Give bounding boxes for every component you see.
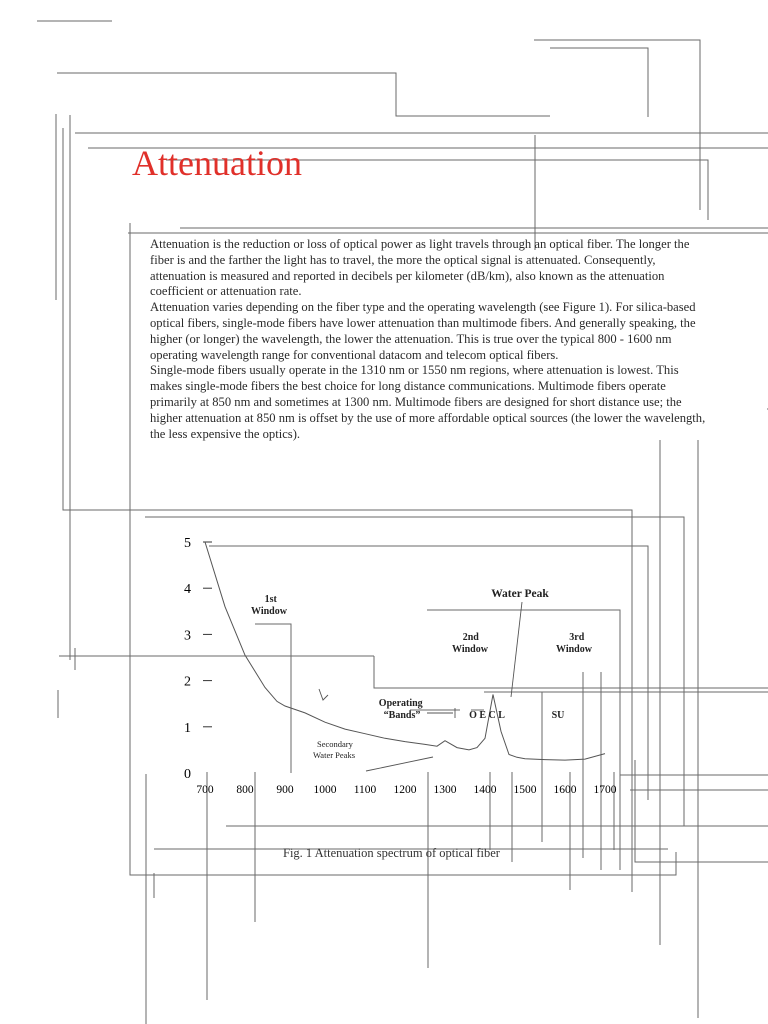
window-1-label-line: Window — [251, 606, 287, 617]
page-title: Attenuation — [132, 143, 302, 183]
operating-bands-label-line: “Bands” — [383, 710, 421, 721]
window-1-label — [251, 594, 288, 617]
x-tick-label: 700 — [196, 784, 214, 796]
x-tick-label: 900 — [276, 784, 294, 796]
window-3-label-line: 3rd — [569, 632, 585, 643]
y-axis — [184, 536, 212, 782]
water-peak-label: Water Peak — [491, 588, 549, 600]
y-tick-label: 5 — [184, 536, 191, 551]
band-su-label: SU — [551, 710, 565, 721]
y-tick-label: 2 — [184, 674, 191, 690]
secondary-water-peaks-label-line: Secondary — [316, 739, 353, 749]
band-oecl-label: O E C L — [469, 710, 505, 721]
paragraph: Single-mode fibers usually operate in the 1310 nm or 1550 nm regions, where attenuation is lowest. This makes single-mode fibers the best choice for long distance communications. Multimode fibers operate primarily at 850 nm and sometimes at 1300 nm. Multimode fibers are designed for short distance use; the higher attenuation at 850 nm is offset by the use of more affordable optical sources (the lower the wavelength, the less expensive the optics). — [150, 363, 706, 441]
secondary-water-peaks-label — [313, 739, 355, 760]
x-axis — [196, 784, 616, 796]
x-tick-label: 1400 — [473, 784, 497, 796]
y-tick-label: 4 — [184, 582, 191, 598]
y-tick-label: 3 — [184, 628, 191, 644]
x-tick-label: 1600 — [553, 784, 577, 796]
window-2-label — [452, 632, 489, 655]
y-tick-label: 1 — [184, 720, 191, 736]
x-tick-label: 800 — [236, 784, 254, 796]
x-tick-label: 1200 — [393, 784, 417, 796]
attenuation-chart — [170, 525, 690, 805]
window-2-label-line: Window — [452, 644, 488, 655]
window-2-label-line: 2nd — [462, 632, 479, 643]
operating-bands-label-line: Operating — [378, 698, 423, 709]
window-1-label-line: 1st — [264, 594, 277, 605]
secondary-water-peaks-label-line: Water Peaks — [312, 750, 356, 760]
body-text — [150, 237, 710, 442]
paragraph: Attenuation is the reduction or loss of optical power as light travels through an optical fiber. The longer the fiber is and the farther the light has to travel, the more the optical signal is attenuated. Consequently, attenuation is measured and reported in decibels per kilometer (dB/km), also known as the attenuation coefficient or attenuation rate. — [150, 237, 690, 299]
x-tick-label: 1000 — [313, 784, 337, 796]
window-3-label-line: Window — [556, 644, 592, 655]
x-tick-label: 1700 — [593, 784, 617, 796]
x-tick-label: 1500 — [513, 784, 537, 796]
window-3-label — [556, 632, 593, 655]
x-tick-label: 1100 — [353, 784, 377, 796]
x-tick-label: 1300 — [433, 784, 457, 796]
figure-caption: Fig. 1 Attenuation spectrum of optical fiber — [283, 846, 500, 860]
y-tick-label: 0 — [184, 767, 191, 782]
attenuation-curve — [205, 542, 605, 760]
operating-bands-label — [379, 698, 425, 721]
paragraph: Attenuation varies depending on the fiber type and the operating wavelength (see Figure 1). For silica-based optical fibers, single-mode fibers have lower attenuation than multimode fibers. And generally speaking, the higher (or longer) the wavelength, the lower the attenuation. This is true over the typical 800 - 1600 nm operating wavelength range for conventional datacom and telecom optical fibers. — [150, 300, 696, 362]
